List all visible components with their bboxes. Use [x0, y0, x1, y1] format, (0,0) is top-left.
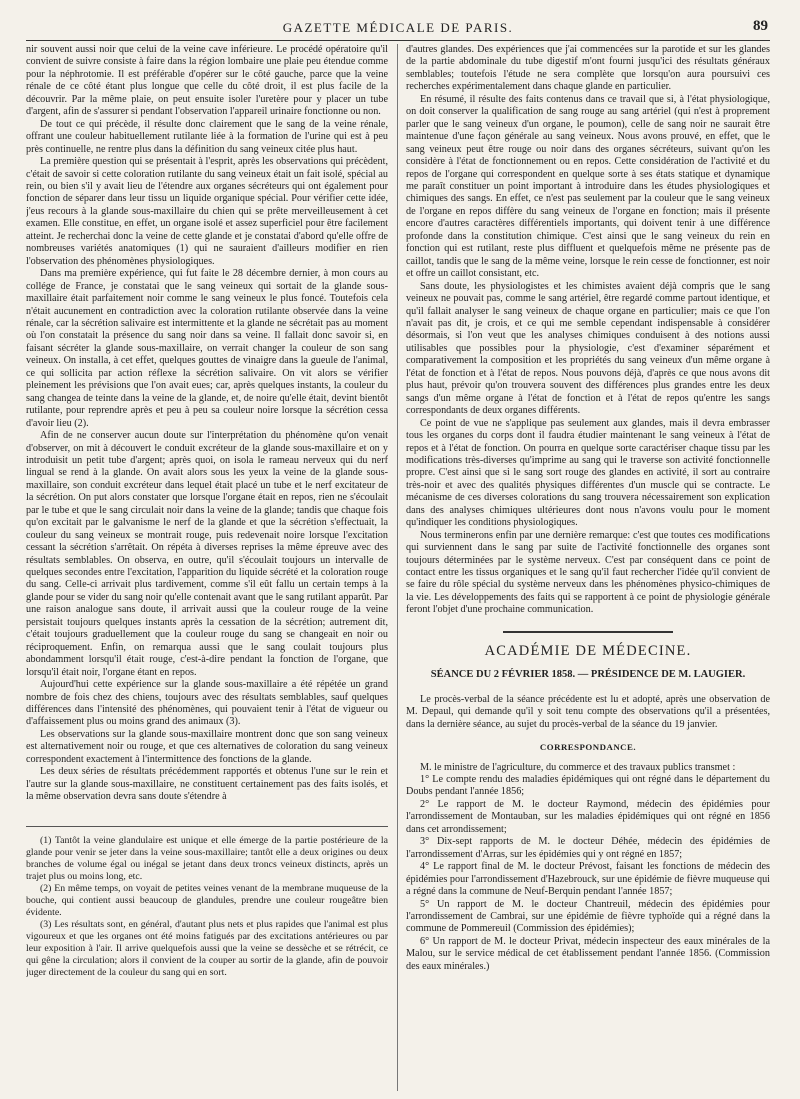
proces-verbal: Le procès-verbal de la séance précédente est lu et adopté, après une observation de M. Depaul, qui demande qu'il y soit tenu compte des observations qu'il a présentées, dans la dernière séance, au sujet du procès-verbal de la séance du 19 janvier. [406, 693, 770, 730]
correspondance-intro: M. le ministre de l'agriculture, du commerce et des travaux publics transmet : [420, 761, 736, 773]
paragraph: Ce point de vue ne s'applique pas seulement aux glandes, mais il devra embrasser tous les organes du corps dont il faudra étudier maintenant le sang veineux à l'état de repos et à l'état de fonction. On pourra en quelque sorte caractériser chaque tissu par les modifications très-diverses qu'imprime au sang qui le traverse son activité fonctionnelle propre. C'est ainsi que si le sang sort rouge des glandes en activité, il sort au contraire très-noir et avec des qualités physiques différentes d'un muscle qui se contracte. Le mécanisme de ces diverses colorations du sang trouvera nécessairement son explication dans des analyses chimiques ultérieures dont nous n'avons voulu pour le moment qu'indiquer les conditions physiologiques. [406, 417, 770, 529]
footnote: (3) Les résultats sont, en général, d'autant plus nets et plus rapides que l'animal est plus vigoureux et que les organes ont été moins fatigués par des excitations antérieures ou par leur exposition à l'air. Il arrive quelquefois aussi que la veine se dessèche et se rétrécit, ce qui gêne la circulation; alors il convient de la couper au sortir de la glande, afin de pouvoir juger directement de la couleur du sang qui en sort. [26, 918, 388, 978]
paragraph: De tout ce qui précède, il résulte donc clairement que le sang de la veine rénale, offrant une couleur habituellement rutilante liée à la formation de l'urine qui est à peu près continuelle, ne rentre plus dans la définition du sang veineux citée plus haut. [26, 118, 388, 155]
session-heading: SÉANCE DU 2 FÉVRIER 1858. — PRÉSIDENCE DE M. LAUGIER. [430, 669, 746, 681]
paragraph: d'autres glandes. Des expériences que j'ai commencées sur la parotide et sur les glandes de la partie abdominale du tube digestif m'ont fourni jusqu'ici des résultats généraux semblables; toutefois l'étude ne sera complète que lorsqu'on aura poursuivi ces recherches expérimentalement dans chaque glande en particulier. [406, 44, 770, 93]
footnote: (1) Tantôt la veine glandulaire est unique et elle émerge de la partie postérieure de la glande pour venir se jeter dans la veine sous-maxillaire; tantôt elle a deux origines ou deux branches de volume égal ou inégal se jetant dans deux troncs veineux distincts, après un trajet plus ou moins long, etc. [26, 834, 388, 882]
paragraph: La première question qui se présentait à l'esprit, après les observations qui précèdent, c'était de savoir si cette coloration rutilante du sang veineux était un fait isolé, spécial au rein, ou bien s'il y avait lieu de l'étendre aux organes sécréteurs qui ont également pour fonction de séparer dans leur tissu un liquide organique spécial. Pour vérifier cette idée, j'eus recours à la glande sous-maxillaire du chien qui se prête merveilleusement à cet examen. Elle constitue, en effet, un organe isolé et assez superficiel pour être facilement atteint. Je recherchai donc la veine de cette glande et je constatai d'abord qu'elle offre de nombreuses variétés anatomiques (1) qui ne sauraient d'ailleurs modifier en rien l'observation des phénomènes physiologiques. [26, 156, 388, 267]
correspondance-item: 5° Un rapport de M. le docteur Chantreuil, médecin des épidémies pour l'arrondissement de Cambrai, sur une épidémie de fièvre typhoïde qui a régné dans la commune de Pommereuil (Commission des épidémies); [406, 898, 770, 935]
paragraph: Les deux séries de résultats précédemment rapportés et obtenus l'une sur le rein et l'autre sur la glande sous-maxillaire, ne constituent certainement pas des faits isolés, et la même observation devra sans doute s'étendre à [26, 766, 388, 803]
paragraph: nir souvent aussi noir que celui de la veine cave inférieure. Le procédé opératoire qu'il convient de suivre consiste à faire dans la région lombaire une plaie peu étendue comme pour la néphrotomie. Il est préférable d'opérer sur le côté gauche, parce que la veine rénale de ce côté étant plus longue que celle du côté droit, il est plus facile de la découvrir. Par la même plaie, on peut ensuite isoler l'uretère pour y placer un tube d'argent, afin de s'assurer si pendant l'observation l'appareil urinaire fonctionne ou non. [26, 44, 388, 118]
paragraph: Dans ma première expérience, qui fut faite le 28 décembre dernier, à mon cours au collége de France, je constatai que le sang veineux qui sortait de la glande sous-maxillaire était parfaitement noir comme le sang veineux le plus foncé. Toutefois cela n'était aucunement en contradiction avec la coloration rutilante observée dans la veine rénale, car la sécrétion salivaire est intermittente et la glande ne sécrétait pas au moment où l'on constatait la présence du sang noir dans sa veine. Il fallait donc savoir si, en faisant sécréter la glande sous-maxillaire, on verrait changer la couleur de son sang veineux. On installa, à cet effet, quelques gouttes de vinaigre dans la gueule de l'animal, ce qui sollicita par action réflexe la sécrétion salivaire. On vit alors se vérifier pleinement les prévisions que l'on avait eues; car, après quelques instants, la couleur du sang changea de teinte dans la veine de la glande, et, de noire qu'elle était, devint bientôt rutilante, pour reprendre après et peu à peu sa couleur noire lorsque la sécrétion cessa d'avoir lieu (2). [26, 268, 388, 429]
left-column [26, 44, 388, 1091]
correspondance-item: 6° Un rapport de M. le docteur Privat, médecin inspecteur des eaux minérales de la Malou, sur le service médical de cet établissement pendant l'année 1856. (Commission des eaux minérales.) [406, 935, 770, 972]
column-divider [397, 44, 398, 1091]
section-title: ACADÉMIE DE MÉDECINE. [484, 642, 692, 659]
text-columns [26, 44, 770, 1091]
correspondance-heading: CORRESPONDANCE. [539, 742, 637, 753]
correspondance-item: 1° Le compte rendu des maladies épidémiques qui ont régné dans le département du Doubs pendant l'année 1856; [406, 774, 770, 798]
right-column [406, 44, 770, 1091]
paragraph: Les observations sur la glande sous-maxillaire montrent donc que son sang veineux est alternativement noir ou rouge, et que ces alternatives de coloration du sang veineux correspondent exactement à l'intermittence des fonctions de la glande. [26, 728, 388, 765]
correspondance-item: 3° Dix-sept rapports de M. le docteur Déhée, médecin des épidémies de l'arrondissement d'Arras, sur les épidémies qui y ont régné en 1857; [406, 836, 770, 860]
paragraph: Sans doute, les physiologistes et les chimistes avaient déjà compris que le sang veineux ne pouvait pas, comme le sang artériel, être regardé comme partout identique, et qu'il fallait analyser le sang veineux de chaque organe en particulier; mais ce que l'on n'avait pas dit, je crois, et ce qui me semble cependant indispensable à considérer désormais, si l'on veut que les analyses chimiques conduisent à des notions aussi utilisables que possibles pour la physiologie, c'est d'examiner séparément et comparativement la composition et les propriétés du sang veineux d'un même organe à l'état de fonction et à l'état de repos. Nous pouvons déjà, d'après ce que nous avons dit plus haut, prévoir qu'on trouvera souvent des différences plus grandes entre les deux sangs d'un même organe à l'état de fonction et à l'état de repos qu'entre les sangs correspondants de deux organes différents. [406, 280, 770, 417]
footnote: (2) En même temps, on voyait de petites veines venant de la membrane muqueuse de la bouche, qui contient aussi beaucoup de glandules, prendre une couleur rougeâtre bien évidente. [26, 882, 388, 918]
paragraph: En résumé, il résulte des faits contenus dans ce travail que si, à l'état physiologique, on doit conserver la qualification de sang rouge au sang artériel (qui n'est à proprement parler que le sang veineux d'un organe, le poumon), celle de sang noir ne saurait être maintenue d'une façon générale au sang veineux. Nous avons prouvé, en effet, que le sang veineux peut être rouge ou noir dans des organes sécréteurs, suivant qu'on les considère à l'état de fonctionnement ou en repos. Cette considération de l'activité et du repos de l'organe qui correspondent en quelque sorte à ses états statique et dynamique me paraît constituer un point important à introduire dans les études physiologiques et chimiques des sangs. En effet, ce n'est pas seulement par la couleur que le sang veineux de l'organe en repos diffère du sang veineux de l'organe en fonction; mais il présente encore d'autres caractères différentiels importants, qui doivent tenir à une différence profonde dans la constitution chimique. C'est ainsi que le sang veineux du rein en fonction qui est rutilant, reste plus diffluent et quelquefois même ne présente pas de caillot, tandis que le sang de la même veine, lorsque le rein cesse de fonctionner, est noir et offre un caillot consistant, etc. [406, 93, 770, 280]
section-rule [503, 631, 673, 633]
paragraph: Aujourd'hui cette expérience sur la glande sous-maxillaire a été répétée un grand nombre de fois chez des chiens, toujours avec des résultats semblables, sauf quelques différences dans l'intensité des phénomènes, qui pouvaient tenir à l'état de vigueur ou d'affaissement plus ou moins grand des animaux (3). [26, 679, 388, 728]
paragraph: Afin de ne conserver aucun doute sur l'interprétation du phénomène qu'on venait d'observer, on mit à découvert le conduit excréteur de la glande sous-maxillaire et on y introduisit un petit tube d'argent; après quoi, on isola le rameau nerveux qui du nerf lingual se rend à la glande. On avait alors sous les yeux la veine de la glande sous-maxillaire, son conduit excréteur dans lequel était placé un tube et le nerf excitateur de la sécrétion. On put alors constater que lorsque l'organe était en repos, rien ne s'écoulait par le tube et que le sang circulait noir dans la veine de la glande; tandis que chaque fois qu'on excitait par le galvanisme le nerf de la glande et que la sécrétion s'effectuait, la couleur du sang veineux se montrait rouge, puis redevenait noire lorsque l'excitation cessant la sécrétion s'arrêtait. On répéta à diverses reprises la même épreuve avec des résultats semblables. On observa, en outre, qu'il s'écoulait toujours un intervalle de quelques secondes entre l'excitation, l'apparition du liquide sécrété et la coloration rouge du sang. Celle-ci arrivait plus tardivement, comme s'il eût fallu un certain temps à la glande pour se vider du sang noir qu'elle contenait avant que le sang rutilant apparût. Par une raison analogue sans doute, il arrivait aussi que la couleur rouge de la veine persistait toujours quelques instants après la cessation de la sécrétion; autrement dit, c'était toujours graduellement que la couleur rouge du sang se changeait en noir ou réciproquement. Enfin, on remarqua aussi que le sang coulait toujours plus abondamment lorsqu'il était rouge, c'est-à-dire pendant la fonction de l'organe, que lorsqu'il était noir, l'organe étant en repos. [26, 430, 388, 678]
footnote-rule [26, 826, 388, 827]
journal-title: GAZETTE MÉDICALE DE PARIS. [282, 20, 514, 35]
header-rule [26, 40, 770, 41]
correspondance-item: 4° Le rapport final de M. le docteur Prévost, faisant les fonctions de médecin des épidémies pour l'arrondissement d'Hazebrouck, sur une épidémie de fièvre muqueuse qui a régné dans la commune de Neuf-Berquin pendant l'année 1857; [406, 861, 770, 898]
page-number: 89 [753, 18, 768, 34]
paragraph: Nous terminerons enfin par une dernière remarque: c'est que toutes ces modifications qui surviennent dans le sang par suite de l'activité fonctionnelle des organes sont toujours déterminées par le système nerveux. C'est par conséquent dans ce point de contact entre les tissus organiques et le sang qu'il faut rechercher l'idée qu'il convient de se faire du rôle spécial du système nerveux dans les phénomènes physico-chimiques de la vie. Les développements des faits qui se rapportent à ce point de physiologie générale feront l'objet d'une prochaine communication. [406, 529, 770, 616]
correspondance-item: 2° Le rapport de M. le docteur Raymond, médecin des épidémies pour l'arrondissement de Montauban, sur les maladies épidémiques qui ont régné en 1856 dans cet arrondissement; [406, 798, 770, 835]
page-header [26, 14, 770, 40]
